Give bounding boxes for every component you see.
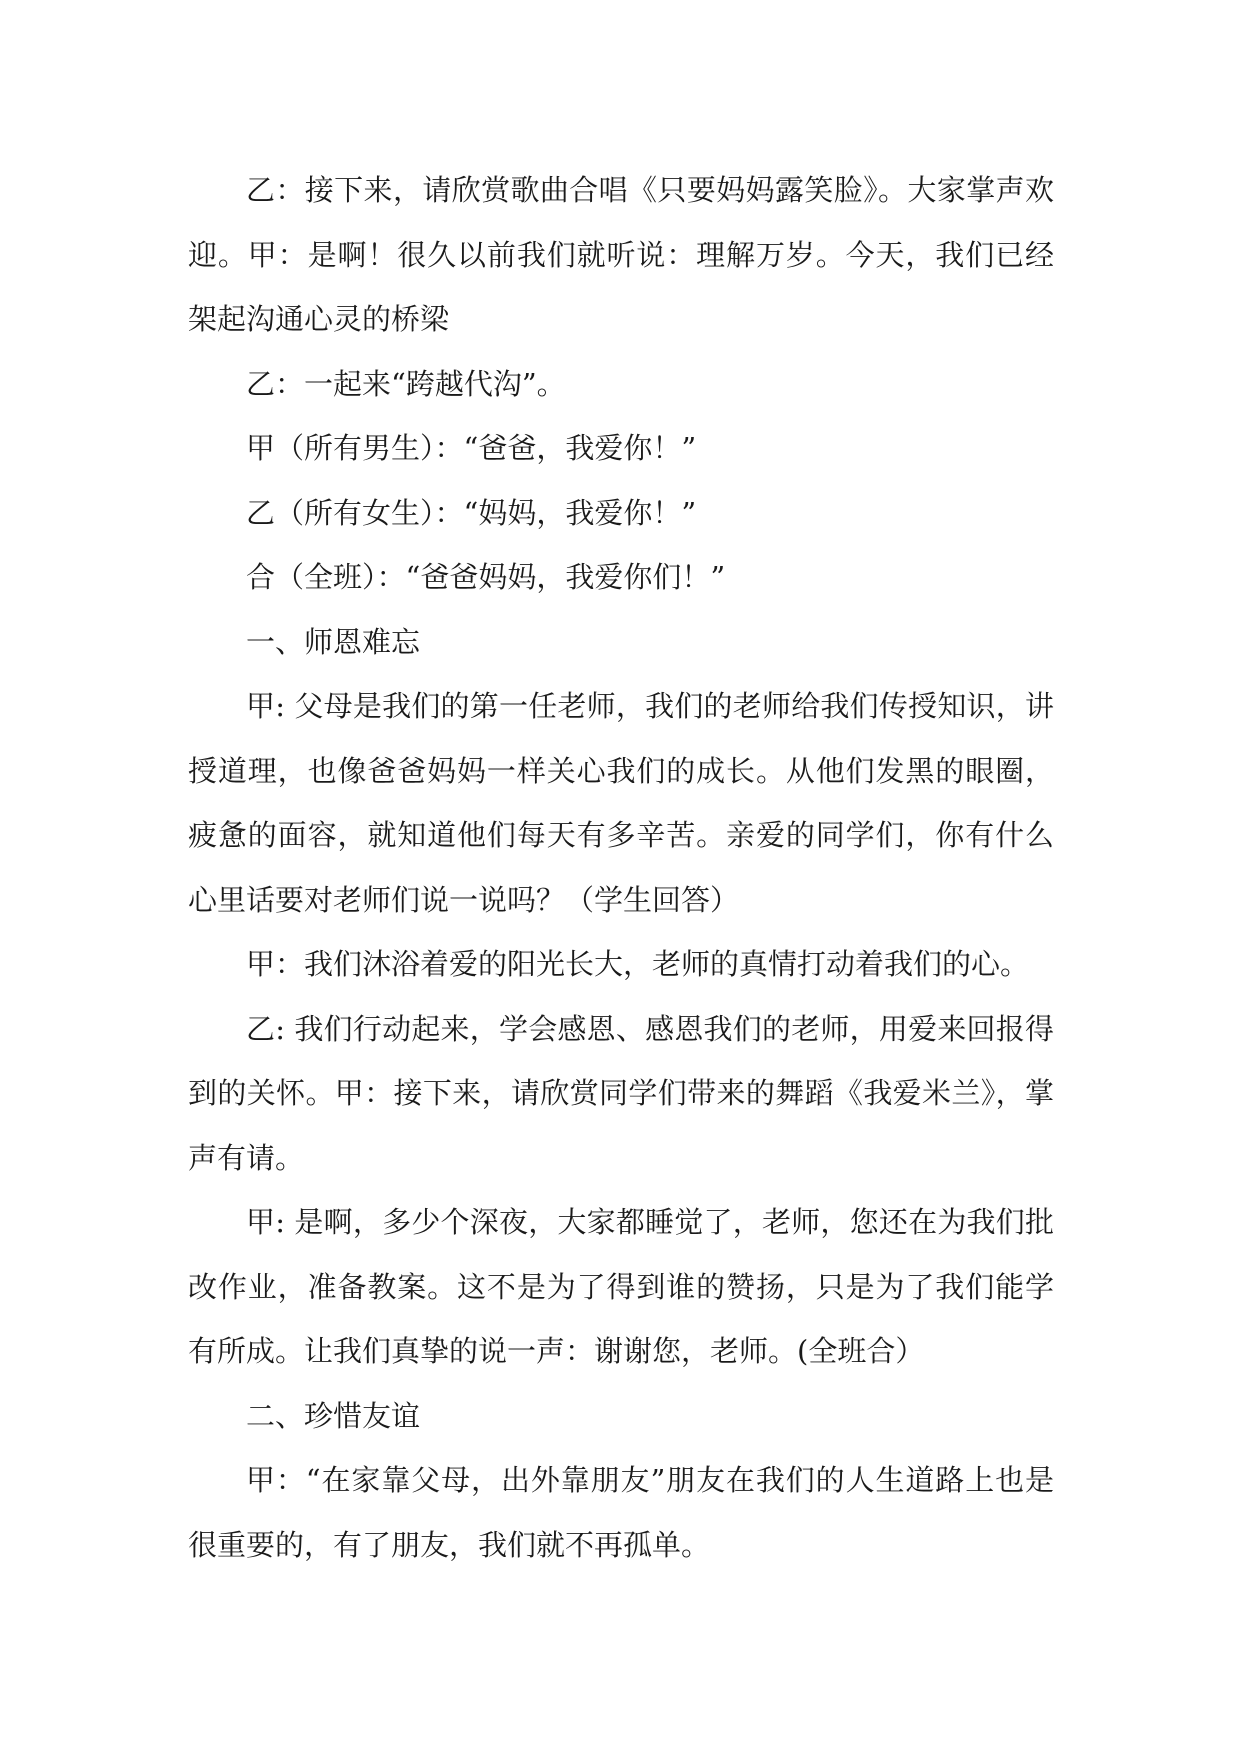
paragraph: 乙：一起来“跨越代沟”。 (246, 366, 566, 401)
paragraph: 乙（所有女生）：“妈妈，我爱你！” (246, 495, 697, 530)
section-heading: 一、师恩难忘 (246, 624, 421, 659)
paragraph: 甲: 是啊，多少个深夜，大家都睡觉了，老师，您还在为我们批改作业，准备教案。这不是为了得到谁的赞扬，只是为了我们能学有所成。让我们真挚的说一声：谢谢您，老师。(全班合） (188, 1205, 1054, 1368)
document-body (188, 158, 1054, 1577)
paragraph: 乙：接下来，请欣赏歌曲合唱《只要妈妈露笑脸》。大家掌声欢迎。甲：是啊！很久以前我们就听说：理解万岁。今天，我们已经架起沟通心灵的桥梁 (188, 173, 1054, 336)
paragraph: 甲：“在家靠父母，出外靠朋友”朋友在我们的人生道路上也是很重要的，有了朋友，我们就不再孤单。 (188, 1463, 1054, 1562)
paragraph: 甲: 父母是我们的第一任老师，我们的老师给我们传授知识，讲授道理，也像爸爸妈妈一样关心我们的成长。从他们发黑的眼圈，疲惫的面容，就知道他们每天有多辛苦。亲爱的同学们，你有什么心里话要对老师们说一说吗？（学生回答） (188, 689, 1054, 917)
paragraph: 甲：我们沐浴着爱的阳光长大，老师的真情打动着我们的心。 (246, 947, 1030, 981)
paragraph: 乙: 我们行动起来，学会感恩、感恩我们的老师，用爱来回报得到的关怀。甲：接下来，请欣赏同学们带来的舞蹈《我爱米兰》，掌声有请。 (188, 1011, 1054, 1175)
paragraph: 甲（所有男生）：“爸爸，我爱你！” (246, 431, 697, 465)
section-heading: 二、珍惜友谊 (246, 1398, 421, 1433)
paragraph: 合（全班）：“爸爸妈妈，我爱你们！” (246, 560, 726, 594)
